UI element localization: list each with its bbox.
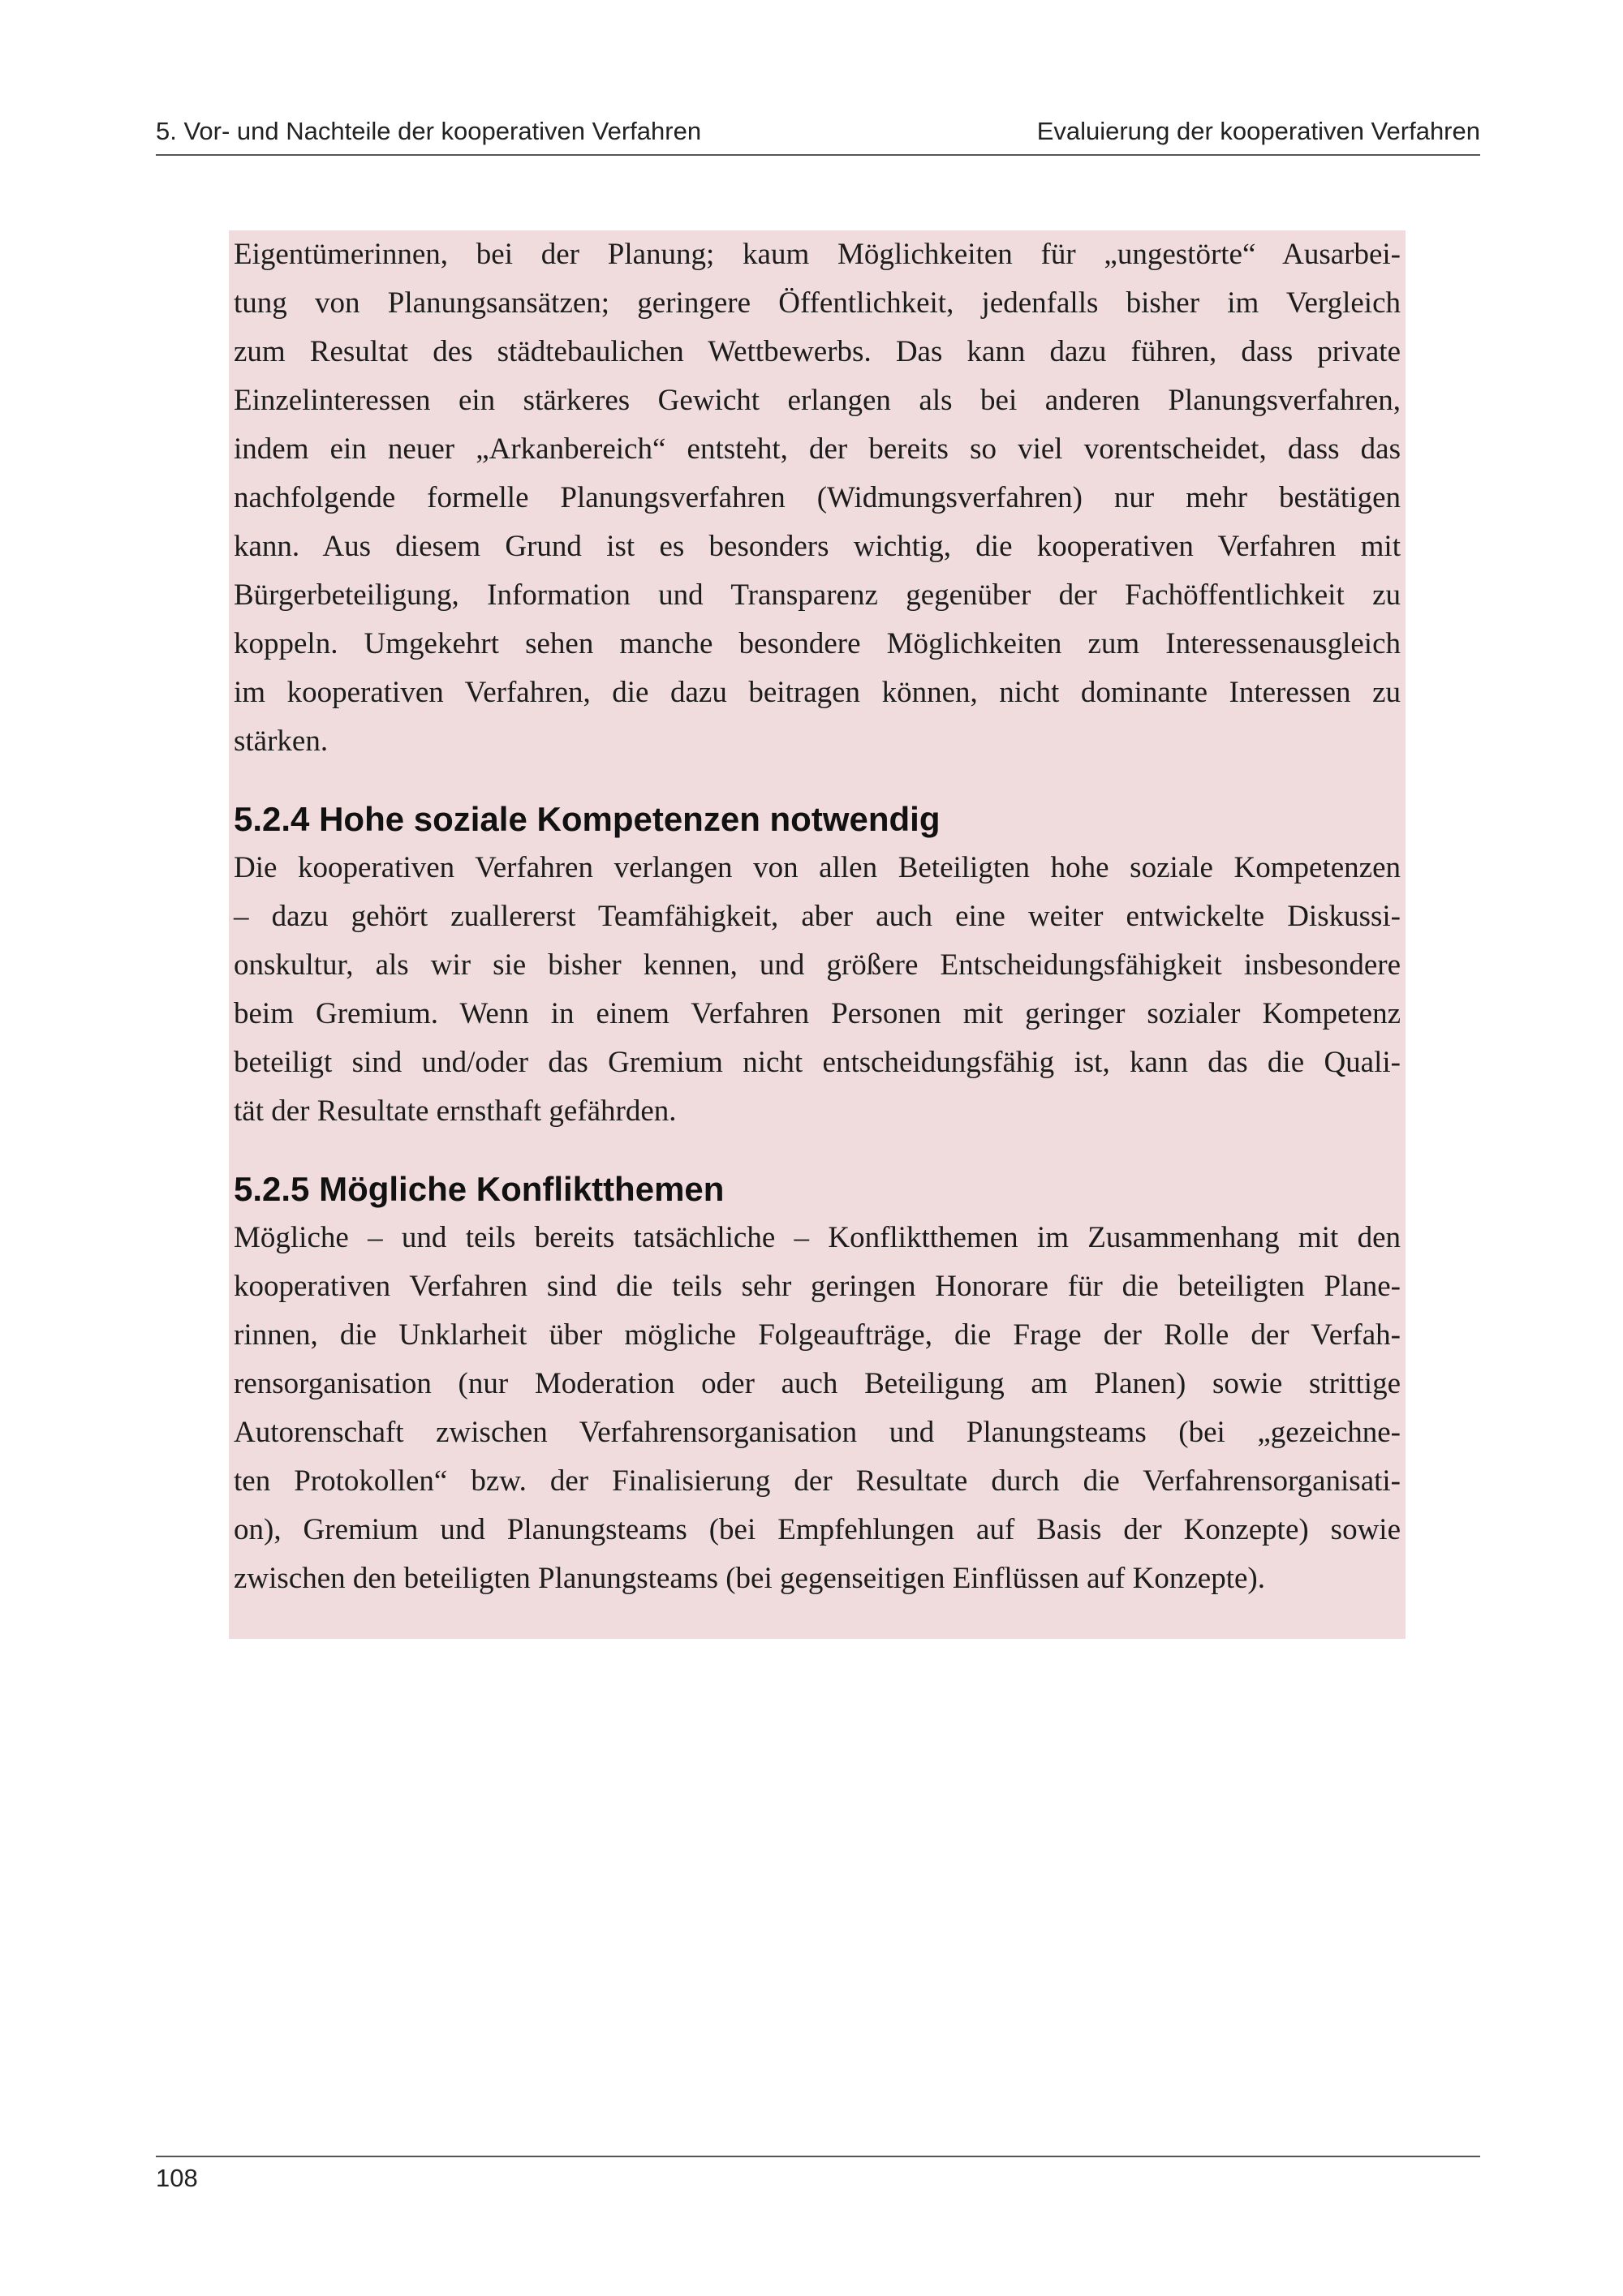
header-document-title: Evaluierung der kooperativen Verfahren <box>1036 117 1480 145</box>
section-heading-5-2-5: 5.2.5 Mögliche Konfliktthemen <box>234 1170 725 1208</box>
text-line: Einzelinteressen ein stärkeres Gewicht erlangen als bei anderen Planungsverfahren, <box>234 384 1401 417</box>
text-line: kooperativen Verfahren sind die teils sehr geringen Honorare für die beteiligten Plane- <box>234 1270 1401 1303</box>
running-header <box>156 112 1480 156</box>
text-line: beim Gremium. Wenn in einem Verfahren Personen mit geringer sozialer Kompetenz <box>234 997 1401 1030</box>
text-line: beteiligt sind und/oder das Gremium nicht entscheidungsfähig ist, kann das die Quali- <box>234 1046 1401 1079</box>
page-footer <box>156 2156 1480 2192</box>
text-line: tung von Planungsansätzen; geringere Öffentlichkeit, jedenfalls bisher im Vergleich <box>234 286 1401 320</box>
text-line: ten Protokollen“ bzw. der Finalisierung der Resultate durch die Verfahrensorganisati- <box>234 1464 1401 1498</box>
text-line: tät der Resultate ernsthaft gefährden. <box>234 1094 677 1128</box>
text-line: on), Gremium und Planungsteams (bei Empfehlungen auf Basis der Konzepte) sowie <box>234 1513 1401 1546</box>
intro-paragraph <box>234 230 1401 766</box>
text-line: zum Resultat des städtebaulichen Wettbewerbs. Das kann dazu führen, dass private <box>234 335 1401 368</box>
text-line: Die kooperativen Verfahren verlangen von allen Beteiligten hohe soziale Kompetenzen <box>234 851 1401 884</box>
text-line: nachfolgende formelle Planungsverfahren (Widmungsverfahren) nur mehr bestätigen <box>234 481 1401 514</box>
text-line: Bürgerbeteiligung, Information und Transparenz gegenüber der Fachöffentlichkeit zu <box>234 578 1401 612</box>
text-line: kann. Aus diesem Grund ist es besonders wichtig, die kooperativen Verfahren mit <box>234 530 1401 563</box>
text-line: Autorenschaft zwischen Verfahrensorganisation und Planungsteams (bei „gezeichne- <box>234 1416 1401 1449</box>
text-line: koppeln. Umgekehrt sehen manche besondere Möglichkeiten zum Interessenausgleich <box>234 627 1401 660</box>
page-number: 108 <box>156 2164 198 2192</box>
section-5-2-4-paragraph <box>234 844 1401 1136</box>
text-line: rinnen, die Unklarheit über mögliche Folgeaufträge, die Frage der Rolle der Verfah- <box>234 1318 1401 1352</box>
section-5-2-5-paragraph <box>234 1214 1401 1603</box>
text-line: stärken. <box>234 724 329 758</box>
header-chapter-title: 5. Vor- und Nachteile der kooperativen Verfahren <box>156 117 702 145</box>
section-heading-5-2-4: 5.2.4 Hohe soziale Kompetenzen notwendig <box>234 800 941 838</box>
text-line: indem ein neuer „Arkanbereich“ entsteht, der bereits so viel vorentscheidet, dass das <box>234 432 1401 466</box>
highlighted-text-block <box>229 230 1406 1639</box>
text-line: Mögliche – und teils bereits tatsächliche – Konfliktthemen im Zusammenhang mit den <box>234 1221 1401 1254</box>
text-line: Eigentümerinnen, bei der Planung; kaum Möglichkeiten für „ungestörte“ Ausarbei- <box>234 238 1401 271</box>
text-line: im kooperativen Verfahren, die dazu beitragen können, nicht dominante Interessen zu <box>234 676 1401 709</box>
text-line: rensorganisation (nur Moderation oder auch Beteiligung am Planen) sowie strittige <box>234 1367 1401 1400</box>
text-line: zwischen den beteiligten Planungsteams (bei gegenseitigen Einflüssen auf Konzepte). <box>234 1562 1265 1595</box>
text-line: – dazu gehört zuallererst Teamfähigkeit, aber auch eine weiter entwickelte Diskussi- <box>234 900 1401 933</box>
text-line: onskultur, als wir sie bisher kennen, und größere Entscheidungsfähigkeit insbesondere <box>234 948 1401 982</box>
